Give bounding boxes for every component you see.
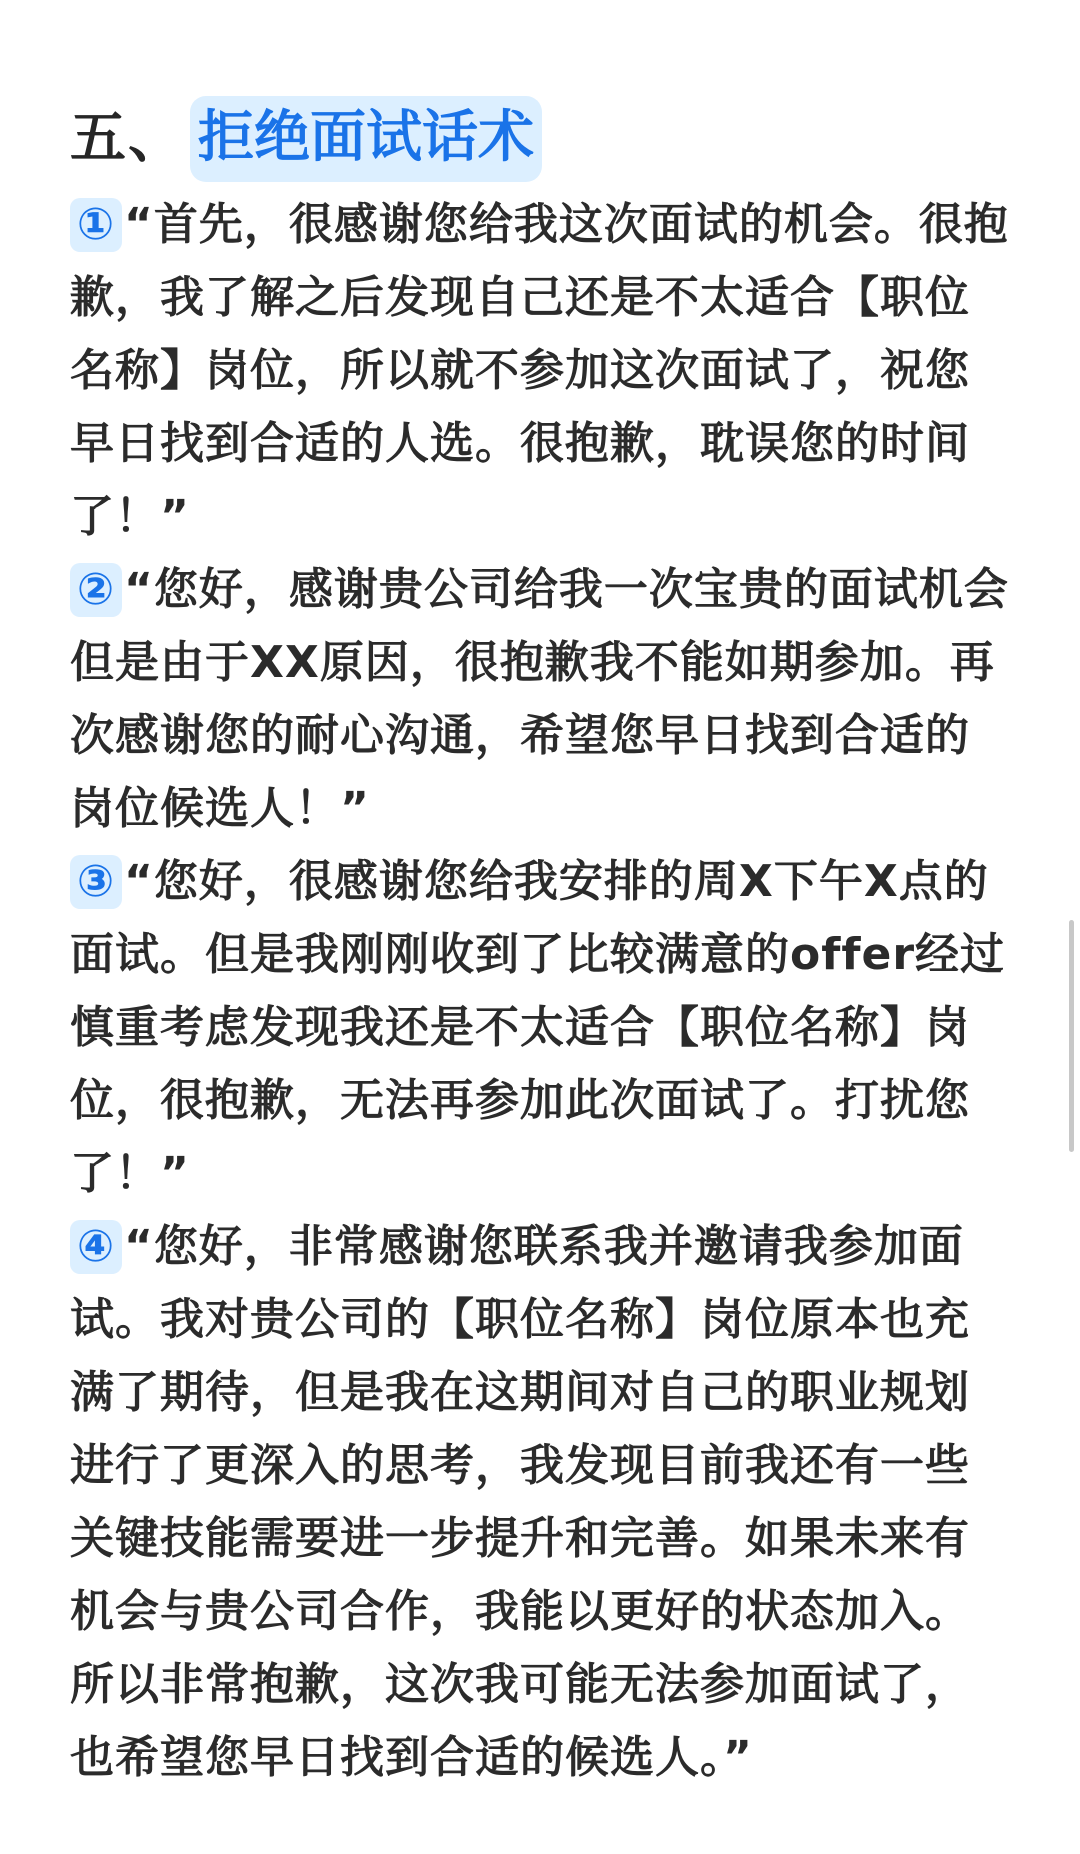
item-number-badge: ④	[70, 1220, 122, 1274]
item-number-badge: ②	[70, 563, 122, 617]
script-item-3	[70, 845, 1010, 1210]
script-item-2	[70, 553, 1010, 845]
scrollbar[interactable]	[1064, 0, 1080, 1854]
script-item-4	[70, 1210, 1010, 1794]
script-item-1	[70, 188, 1010, 553]
scrollbar-thumb[interactable]	[1069, 920, 1074, 1152]
script-text: “您好，感谢贵公司给我一次宝贵的面试机会但是由于XX原因，很抱歉我不能如期参加。再次感谢您的耐心沟通，希望您早日找到合适的岗位候选人！”	[70, 564, 1009, 834]
script-text: “首先，很感谢您给我这次面试的机会。很抱歉，我了解之后发现自己还是不太适合【职位名称】岗位，所以就不参加这次面试了，祝您早日找到合适的人选。很抱歉，耽误您的时间了！”	[70, 199, 1009, 542]
item-number-badge: ③	[70, 855, 122, 909]
article-body	[70, 96, 1010, 1794]
item-number-badge: ①	[70, 198, 122, 252]
script-text: “您好，非常感谢您联系我并邀请我参加面试。我对贵公司的【职位名称】岗位原本也充满了期待，但是我在这期间对自己的职业规划进行了更深入的思考，我发现目前我还有一些关键技能需要进一步提升和完善。如果未来有机会与贵公司合作，我能以更好的状态加入。所以非常抱歉，这次我可能无法参加面试了，也希望您早日找到合适的候选人。”	[70, 1221, 970, 1783]
section-heading	[70, 96, 1010, 182]
script-text: “您好，很感谢您给我安排的周X下午X点的面试。但是我刚刚收到了比较满意的offer经过慎重考虑发现我还是不太适合【职位名称】岗位，很抱歉，无法再参加此次面试了。打扰您了！”	[70, 856, 1006, 1199]
section-number: 五、	[70, 106, 186, 171]
section-title: 拒绝面试话术	[190, 96, 542, 182]
